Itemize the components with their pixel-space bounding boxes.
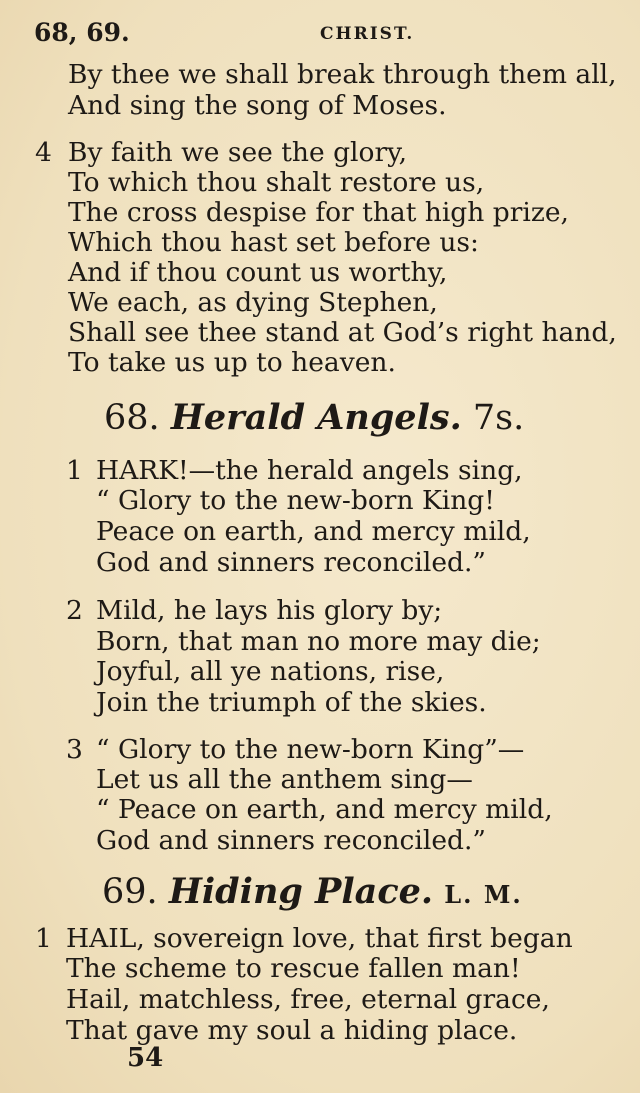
hymn-meter: 7s. [472,398,525,438]
verse-line: God and sinners reconciled.” [96,547,486,578]
verse-line: And sing the song of Moses. [68,90,447,121]
verse-number: 3 [66,734,83,765]
verse-line: “ Glory to the new-born King! [96,485,495,516]
verse-line: And if thou count us worthy, [68,257,448,288]
verse-line: The cross despise for that high prize, [68,197,569,228]
running-header [34,18,610,54]
verse-line: The scheme to rescue fallen man! [66,953,521,984]
hymn-name: Hiding Place. [168,871,434,912]
verse-number: 4 [35,137,52,168]
verse-line: “ Glory to the new-born King”— [96,734,525,765]
verse-number: 1 [66,455,83,486]
hymn-title-69 [102,872,523,915]
verse-number: 2 [66,595,83,626]
verse-line: To take us up to heaven. [68,347,396,378]
verse-line: Let us all the anthem sing— [96,764,473,795]
verse-line: Joyful, all ye nations, rise, [96,656,445,687]
verse-line: That gave my soul a hiding place. [66,1015,518,1046]
verse-line: “ Peace on earth, and mercy mild, [96,794,553,825]
verse-line: Mild, he lays his glory by; [96,595,443,626]
verse-line: HARK!—the herald angels sing, [96,455,523,486]
verse-line: God and sinners reconciled.” [96,825,486,856]
verse-line: HAIL, sovereign love, that first began [66,923,573,954]
hymn-number: 68. [104,398,160,438]
verse-line: Shall see thee stand at God’s right hand, [68,317,617,348]
hymn-name: Herald Angels. [170,397,462,438]
verse-line: By thee we shall break through them all, [68,59,617,90]
verse-line: Born, that man no more may die; [96,626,541,657]
verse-number: 1 [35,923,52,954]
verse-line: To which thou shalt restore us, [68,167,485,198]
hymn-number: 69. [102,872,158,912]
verse-line: Hail, matchless, free, eternal grace, [66,984,550,1015]
verse-line: By faith we see the glory, [68,137,408,168]
header-page-range: 68, 69. [34,18,130,47]
verse-line: Peace on earth, and mercy mild, [96,516,531,547]
header-section: CHRIST. [320,24,415,44]
page-number: 54 [127,1043,164,1073]
verse-line: Which thou hast set before us: [68,227,479,258]
hymn-meter: L. M. [444,880,523,909]
verse-line: We each, as dying Stephen, [68,287,438,318]
hymn-title-68 [104,398,524,438]
verse-line: Join the triumph of the skies. [96,687,487,718]
